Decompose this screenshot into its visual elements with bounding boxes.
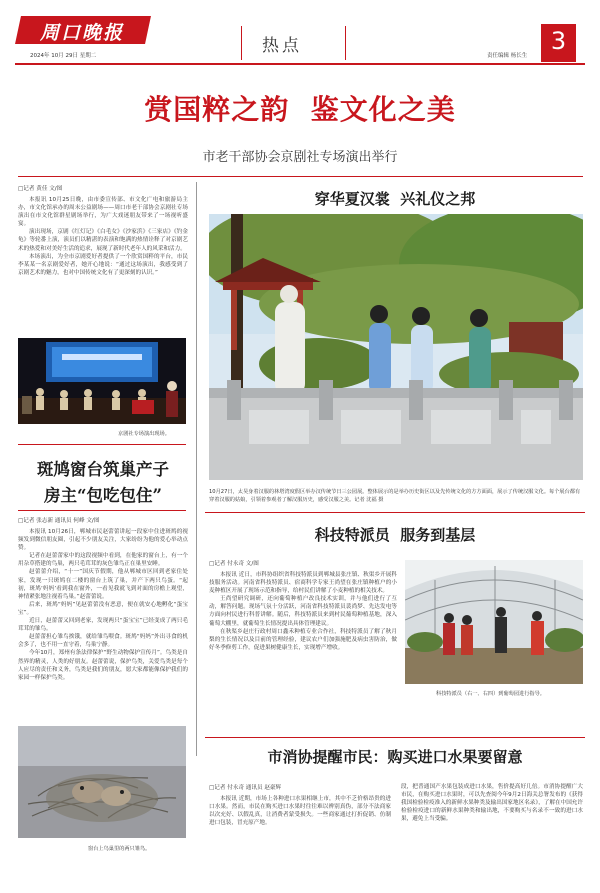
pigeon-nest-illustration	[18, 726, 186, 838]
column-divider	[196, 182, 197, 756]
section-divider-left	[241, 26, 242, 60]
section-divider-right	[345, 26, 346, 60]
pigeon-photo-caption: 窗台上鸟巢里的两只雏鸟。	[88, 846, 151, 852]
consumer-headline: 市消协提醒市民：购买进口水果要留意	[267, 748, 523, 766]
consumer-paragraph: 段，把普通国产水果包装成进口水果，售价提高好几倍。市消协提醒广大市民，在购买进口水果时，可以先查阅今年9月2日海关总署发布的《获得我国检验检疫准入的新鲜水果种类及输出国家地区名录》，了解在中国允许检验检疫进口的新鲜水果种类和输出地，不要购买与名录不一致的进口水果，避免上当受骗。	[401, 784, 583, 823]
tech-headline: 科技特派员 服务到基层	[314, 526, 476, 544]
lead-subhead: 市老干部协会京剧社专场演出举行	[202, 150, 398, 165]
pigeon-paragraph: 赵蕾蕾担心雏鸟挨饿，就给雏鸟喂食。斑鸠“妈妈”外出寻食的机会多了，也不用一直守着，鸟巢宁静。	[18, 634, 188, 649]
pigeon-byline: □记者 张志新 通讯员 何峰 文/图	[18, 518, 100, 524]
opera-stage-illustration	[18, 338, 186, 424]
tech-greenhouse-illustration	[405, 560, 583, 684]
masthead-rule	[15, 63, 585, 65]
tech-body	[209, 571, 397, 737]
lead-paragraph: 本报讯 10月25日晚，由市委宣传部、市文化广电和旅游局主办，市文化馆承办的周末公益剧场——周口市老干部协会京剧社专场演出在市文化馆群星剧场举行，为广大戏迷朋友带来了一场视听盛宴。	[18, 197, 188, 228]
pigeon-nest-photo	[18, 726, 186, 838]
masthead	[0, 0, 600, 70]
opera-photo-caption: 京剧社专场演出现场。	[118, 431, 170, 437]
hanfu-park-illustration	[209, 214, 583, 480]
hanfu-headline: 穿华夏汉裳 兴礼仪之邦	[314, 190, 476, 208]
pigeon-paragraph: 后来，斑鸠“妈妈”见赵蕾蕾没有恶意，便在就安心地孵化“蛋宝宝”。	[18, 601, 188, 616]
opera-stage-photo	[18, 338, 186, 424]
tech-paragraph: 本报讯 近日，市科协组织省科技特派员到郸城县张庄镇、秋渠乡开展科技服务活动。河南省科技特派员、宿商科学专家王尚望在张庄镇种植户的小麦种植区开展了现场示范和指导，给村民们讲解了小麦种植的相关技术。	[209, 572, 397, 595]
lead-headline: 赏国粹之韵 鉴文化之美	[144, 93, 456, 126]
lead-paragraph: 本场演出，为全市京剧爱好者提供了一个欣赏国粹的平台，市民李某某一名京剧爱好者，她开心地说：“通过这场演出，我感受到了京剧艺术的魅力，也对中国传统文化有了更深刻的认识。”	[18, 253, 188, 276]
tech-photo-caption: 科技特派员（右一、右四）到葡萄园进行指导。	[436, 691, 545, 697]
hanfu-photo	[209, 214, 583, 480]
pigeon-paragraph: 赵蕾蕾介绍，“十一”国庆节假期，他从郸城市区回到老家住处家，发现一只斑鸠在二楼的窗台上筑了巢，并产下两只鸟蛋。“起初，斑鸠‘妈妈’看到我在窗外，一看见我就飞到对面的房檐上观望，神情紧张地注视着鸟巢。”赵蕾蕾说。	[18, 569, 188, 600]
consumer-body-col2	[401, 783, 583, 863]
left-col-rule	[18, 444, 186, 445]
pigeon-headline-line2: 房主“包吃包住”	[44, 486, 162, 505]
lead-rule	[18, 176, 583, 177]
consumer-rule	[205, 737, 585, 738]
masthead-logo-text: 周口晚报	[40, 22, 125, 44]
pigeon-rule	[18, 510, 186, 511]
section-label: 热点	[262, 36, 302, 56]
editor-line: 责任编辑 杨长生	[487, 53, 528, 59]
lead-body	[18, 196, 188, 334]
lead-paragraph: 演出现场，京剧《红灯记》《白毛女》《沙家浜》《三家店》《钓金龟》等轮番上演，演员们以精湛的表演和饱满的热情诠释了对京剧艺术的热爱和对美好生活的追求，展现了新时代老年人的风采和活力。	[18, 229, 188, 252]
pigeon-paragraph: 本报讯 10月26日，郸城市民赵蕾蕾讲起一段家中住进斑鸠的视频发到微信朋友圈，引起不少朋友关注，大家纷纷为他的爱心举动点赞。	[18, 529, 188, 552]
consumer-body-col1	[209, 795, 391, 863]
masthead-date: 2024年 10月 29日 星期二	[30, 53, 97, 59]
pigeon-headline-line1: 斑鸠窗台筑巢产子	[37, 460, 169, 479]
consumer-paragraph: 本报讯 近期，市场上各种进口水果相继上市，其中不乏价格昂贵的进口水果。然而，市民在购买进口水果时往往难以辨别真伪，部分不法商家以次充好、以假乱真，让消费者蒙受损失。一些商家通过打折促销、仿制进口包装，冒充原产地。	[209, 796, 391, 827]
consumer-byline: □记者 付永奇 通讯员 赵豪辉	[209, 785, 282, 791]
pigeon-body	[18, 528, 188, 720]
tech-byline: □记者 付永奇 文/图	[209, 561, 259, 567]
page-number: 3	[550, 27, 567, 55]
lead-byline: □记者 黄佳 文/图	[18, 186, 63, 192]
pigeon-paragraph: 近日，赵蕾蕾又回到老家，发现两只“蛋宝宝”已经变成了两只毛茸茸的雏鸟。	[18, 618, 188, 633]
pigeon-paragraph: 今年10月，郑州有条法律保护“野生动物保护宣传月”。鸟类是自然界的精灵，人类的好朋友。赵蕾蕾说，保护鸟类，关爱鸟类是每个人应尽的责任和义务，鸟类是我们的朋友，愿大家都能像保护我们的家园一样保护鸟类。	[18, 650, 188, 681]
hanfu-caption: 10月27日，太昊身着汉服的林塔湾度假区举办汉传统节日三公园展。整体展示的是举办历史街区以及先传统文化的方方面面，展示了传统汉服文化。每个展台都有穿着汉服的姑娘，引领着参观者了解汉服历史，感受汉服之美。记者 沈福 摄	[209, 489, 581, 503]
tech-paragraph: 在秋渠乡赵庄行政村周口鑫禾种植专业合作社，科技特派员了解了秋月梨的生长情况以及目前的管理经验，建议农户们加强施肥及病虫害防治，做好冬季修剪工作，促进果树健康生长，实现增产增收。	[209, 628, 397, 651]
pigeon-paragraph: 记者在赵蕾蕾家中的这段视频中看到，在他家的窗台上，有一个用杂草搭建的鸟巢，两只毛茸茸的灰色雏鸟正在巢里安睡。	[18, 553, 188, 568]
tech-paragraph: 王尚望研究调研，还向葡萄种植户改良技术实训，并与他们进行了互动，解答问题。现场气氛十分活跃，河南省科技特派员裴尚梦、先达发电等方面向村民进行科普讲解。随后，科技特派员来到村民葡萄种植基地，深入葡萄大棚里，就葡萄生长情况提出具体管理建议。	[209, 596, 397, 627]
hanfu-rule	[205, 512, 585, 513]
tech-greenhouse-photo	[405, 560, 583, 684]
